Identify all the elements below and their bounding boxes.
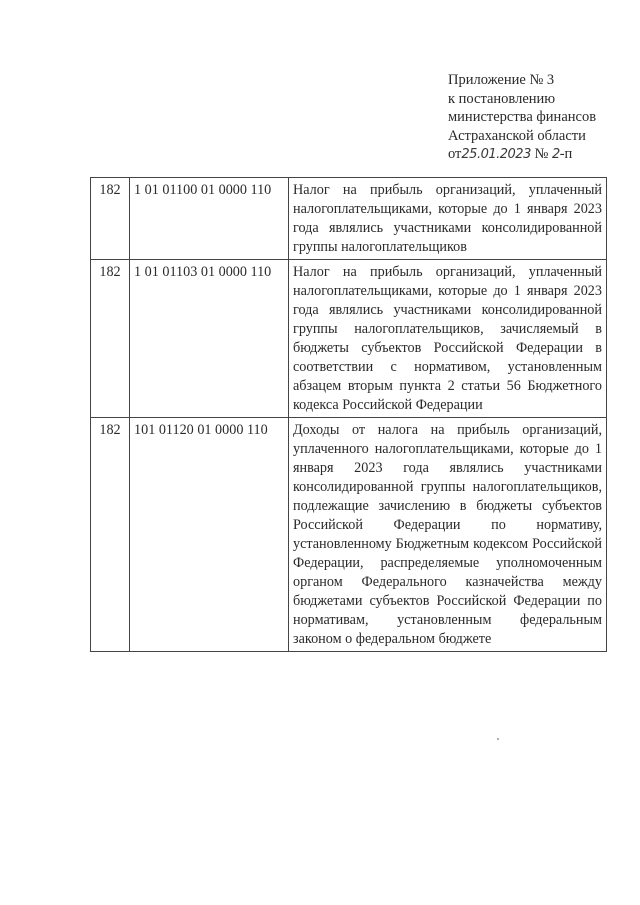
date-prefix: от xyxy=(448,146,462,162)
handwritten-date: 25.01.2023 xyxy=(461,147,531,162)
number-suffix: -п xyxy=(559,146,573,162)
appendix-region: Астраханской области xyxy=(448,127,586,144)
admin-code-cell: 182 xyxy=(91,260,130,418)
budget-codes-table xyxy=(90,177,607,652)
appendix-date-line xyxy=(448,145,634,165)
description-cell: Доходы от налога на прибыль организаций, уплаченного налогоплательщиками, которые до 1 января 2023 года являлись участниками консолидированной группы налогоплательщиков, подлежащие зачислению в бюджеты субъектов Российской Федерации по нормативу, установленному Бюджетным кодексом Российской Федерации, распределяемые уполномоченным органом Федерального казначейства между бюджетами субъектов Российской Федерации по нормативам, установленным федеральным законом о федеральном бюджете xyxy=(289,418,607,652)
appendix-to-resolution: к постановлению xyxy=(448,90,556,107)
kbk-code-cell: 101 01120 01 0000 110 xyxy=(130,418,289,652)
table-row xyxy=(91,178,607,260)
table-row xyxy=(91,418,607,652)
appendix-title: Приложение № 3 xyxy=(448,72,555,88)
appendix-ministry: министерства финансов xyxy=(448,109,597,125)
description-cell: Налог на прибыль организаций, уплаченный налогоплательщиками, которые до 1 января 2023 года являлись участниками консолидированной группы налогоплательщиков, зачисляемый в бюджеты субъектов Российской Федерации в соответствии с нормативом, установленным абзацем вторым пункта 2 статьи 56 Бюджетного кодекса Российской Федерации xyxy=(289,260,607,418)
admin-code-cell: 182 xyxy=(91,178,130,260)
description-cell: Налог на прибыль организаций, уплаченный налогоплательщиками, которые до 1 января 2023 года являлись участниками консолидированной группы налогоплательщиков xyxy=(289,178,607,260)
kbk-code-cell: 1 01 01100 01 0000 110 xyxy=(130,178,289,260)
kbk-code-cell: 1 01 01103 01 0000 110 xyxy=(130,260,289,418)
admin-code-cell: 182 xyxy=(91,418,130,652)
scan-speck xyxy=(497,738,499,740)
handwritten-number: 2 xyxy=(551,147,560,162)
appendix-header xyxy=(448,71,634,165)
number-prefix: № xyxy=(534,146,549,162)
table-row xyxy=(91,260,607,418)
